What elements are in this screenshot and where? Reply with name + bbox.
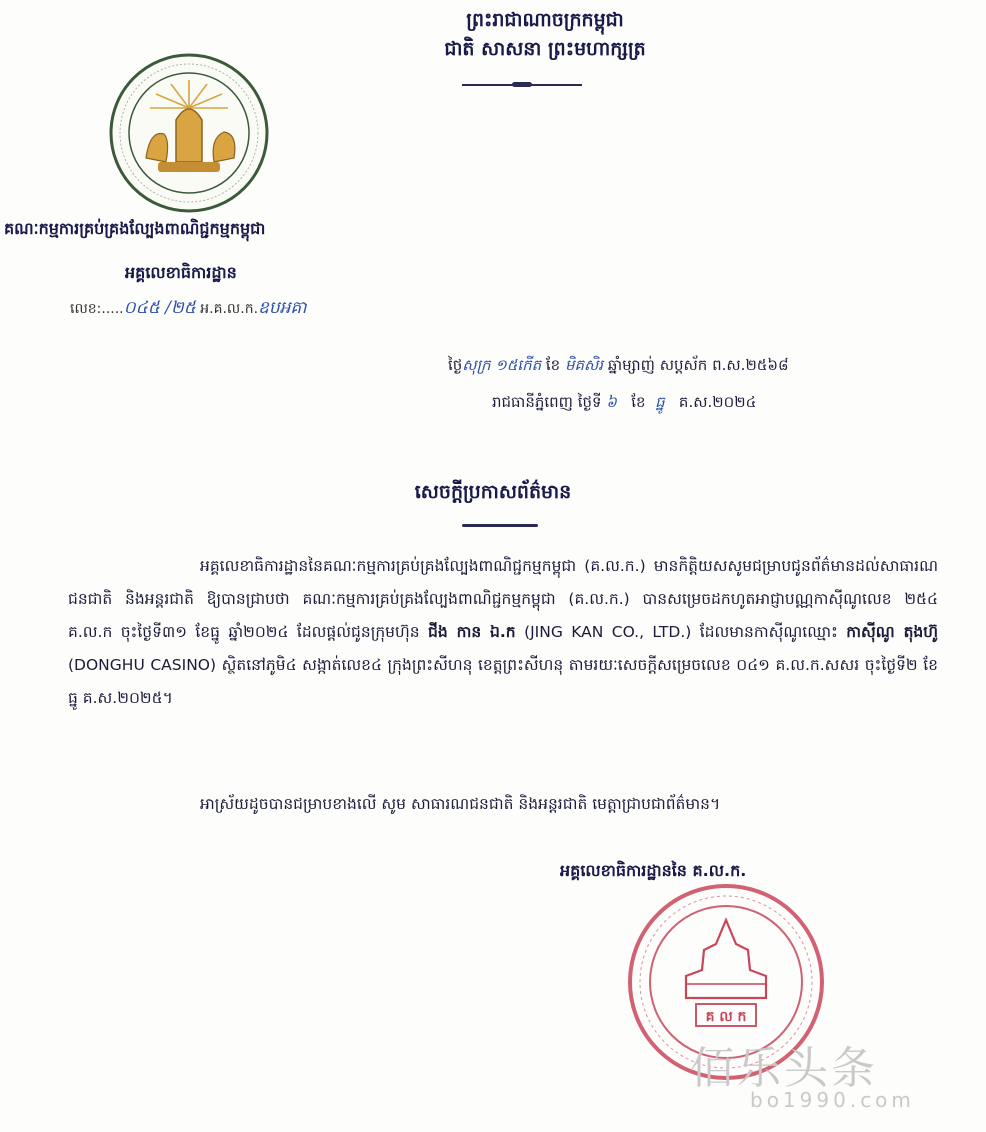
lunar-month-label: ខែ [545,356,561,374]
watermark-logo: 佰乐头条 [690,1043,878,1094]
body-part-1: អគ្គលេខាធិការដ្ឋាននៃគណៈកម្មការគ្រប់គ្រងល្បែងពាណិជ្ជកម្មកម្ពុជា (គ.ល.ក.) មានកិត្តិយសសូមជម្រាបជូនព័ត៌មានដល់សាធារណជនជាតិ និងអន្តរជាតិ ឱ្យបានជ្រាបថា គណៈកម្មការគ្រប់គ្រងល្បែងពាណិជ្ជកម្មកម្ពុជា (គ.ល.ក.) បានសម្រេចដកហូតអាជ្ញាបណ្ណកាស៊ីណូលេខ ២៥៤ គ.ល.ក ចុះថ្ងៃទី៣១ ខែធ្នូ ឆ្នាំ២០២៤ ដែលផ្តល់ជូនក្រុមហ៊ុន [68,557,938,641]
ref-prefix: លេខ:..... [70,301,124,317]
seal-text: គ ល ក [705,1009,747,1025]
lunar-year: ឆ្នាំម្សាញ់ សប្តស័ក ព.ស.២៥៦៨ [607,356,789,374]
casino-name-km: កាស៊ីណូ តុងហ៊ូ [846,623,939,641]
national-motto: ជាតិ សាសនា ព្រះមហាក្សត្រ [444,38,646,60]
secretariat-name: អគ្គលេខាធិការដ្ឋាន [125,263,237,282]
body-part-3: ស្ថិតនៅភូមិ៤ សង្កាត់លេខ៤ ក្រុងព្រះសីហនុ ខេត្តព្រះសីហនុ តាមរយៈសេចក្តីសម្រេចលេខ ០៤១ គ.ល.ក.សសរ ចុះថ្ងៃទី២ ខែធ្នូ គ.ស.២០២៥។ [68,656,938,707]
ref-hand: ឧបអគា [258,298,307,318]
lunar-day-hand: សុក្រ ១៥កើត [462,356,542,374]
commission-name: គណៈកម្មការគ្រប់គ្រងល្បែងពាណិជ្ជកម្មកម្ពុជា [4,219,266,238]
document-title: សេចក្តីប្រកាសព័ត៌មាន [414,481,572,503]
year: គ.ស.២០២៤ [678,393,757,411]
body-paragraph [68,550,938,715]
solar-date [492,393,756,415]
closing-text: អាស្រ័យដូចបានជម្រាបខាងលើ សូម សាធារណជនជាតិ និងអន្តរជាតិ មេត្តាជ្រាបជាព័ត៌មាន។ [200,795,721,813]
lunar-month-hand: មិគសិរ [564,356,604,374]
title-divider [462,524,538,527]
kingdom-name: ព្រះរាជាណាចក្រកម្ពុជា [466,9,624,31]
commission-emblem-icon [106,50,272,216]
signatory-title: អគ្គលេខាធិការដ្ឋាននៃ គ.ល.ក. [560,861,747,880]
casino-name-en: (DONGHU CASINO) [68,656,217,674]
company-name-en: (JING KAN CO., LTD.) [524,623,692,641]
ref-number: ០៤៥ /២៥ [123,298,196,318]
watermark-url: bo1990.com [750,1088,915,1112]
lunar-date [448,356,789,378]
place-and-day-label: រាជធានីភ្នំពេញ ថ្ងៃទី [492,393,602,411]
announcement-body [68,550,938,715]
kingdom-header [380,6,710,64]
month-hand: ធ្នូ [655,393,665,411]
header-divider [462,84,582,86]
ref-suffix: អ.គ.ល.ក. [200,301,259,317]
body-part-2: ដែលមានកាស៊ីណូឈ្មោះ [699,623,838,641]
lunar-prefix: ថ្ងៃ [448,356,463,374]
month-label: ខែ [631,393,646,411]
reference-number [70,297,307,322]
closing-paragraph [68,788,938,821]
day-hand: ៦ [606,393,617,411]
company-name-km: ជីង កាន ឯ.ក [428,623,516,641]
